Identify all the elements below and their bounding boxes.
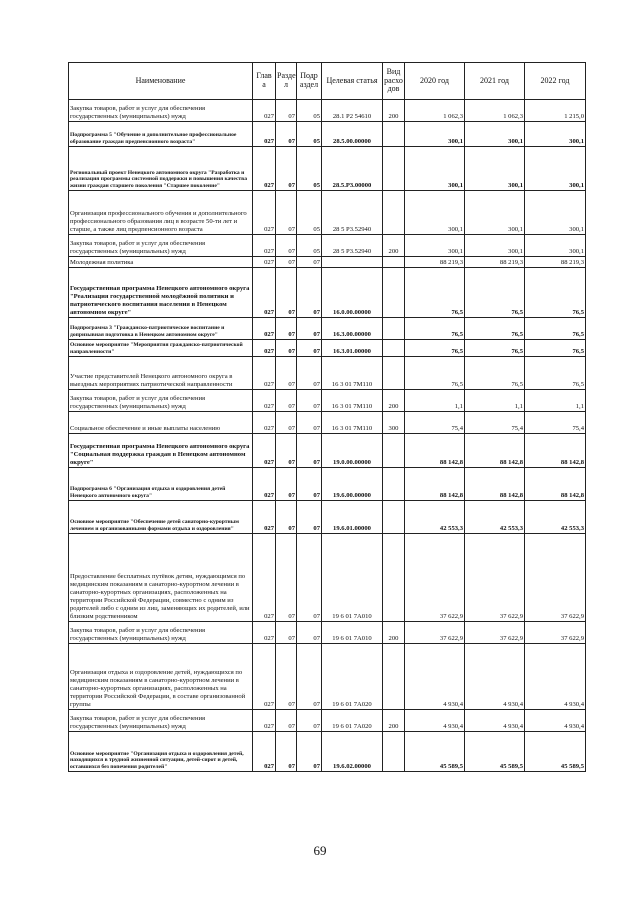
cell-glava: 027: [253, 357, 276, 390]
cell-y2021: 1 062,3: [465, 100, 525, 122]
header-target: Целевая статья: [322, 63, 383, 100]
cell-kind: [383, 501, 405, 534]
cell-y2022: 300,1: [525, 147, 586, 191]
cell-y2020: 300,1: [405, 147, 465, 191]
page-number: 69: [313, 843, 327, 858]
cell-podrazdel: 07: [297, 340, 322, 357]
header-2020: 2020 год: [405, 63, 465, 100]
cell-name: Молодежная политика: [69, 257, 253, 268]
cell-podrazdel: 07: [297, 318, 322, 340]
cell-y2020: 76,5: [405, 340, 465, 357]
cell-razdel: 07: [276, 501, 297, 534]
cell-target: 28 5 P3.52940: [322, 235, 383, 257]
cell-y2021: 88 219,3: [465, 257, 525, 268]
cell-target: 19.6.00.00000: [322, 468, 383, 501]
cell-razdel: 07: [276, 412, 297, 434]
cell-glava: 027: [253, 644, 276, 710]
table-row: [69, 644, 586, 710]
table-row: [69, 340, 586, 357]
cell-y2022: 1,1: [525, 390, 586, 412]
cell-kind: [383, 147, 405, 191]
cell-glava: 027: [253, 501, 276, 534]
cell-y2020: 4 930,4: [405, 644, 465, 710]
cell-razdel: 07: [276, 357, 297, 390]
cell-glava: 027: [253, 732, 276, 772]
table-row: [69, 434, 586, 468]
cell-y2021: 76,5: [465, 340, 525, 357]
cell-target: 28 5 P3.52940: [322, 191, 383, 235]
cell-y2021: 4 930,4: [465, 644, 525, 710]
cell-y2022: 1 215,0: [525, 100, 586, 122]
cell-y2021: 300,1: [465, 191, 525, 235]
cell-y2022: 4 930,4: [525, 644, 586, 710]
cell-razdel: 07: [276, 710, 297, 732]
cell-target: 28.1 P2 54610: [322, 100, 383, 122]
cell-glava: 027: [253, 534, 276, 622]
cell-glava: 027: [253, 147, 276, 191]
cell-glava: 027: [253, 340, 276, 357]
cell-razdel: 07: [276, 434, 297, 468]
cell-y2020: 300,1: [405, 235, 465, 257]
cell-podrazdel: 05: [297, 191, 322, 235]
cell-y2022: 76,5: [525, 318, 586, 340]
cell-y2020: 88 142,8: [405, 468, 465, 501]
cell-razdel: 07: [276, 257, 297, 268]
cell-y2020: 45 589,5: [405, 732, 465, 772]
cell-podrazdel: 05: [297, 100, 322, 122]
cell-razdel: 07: [276, 268, 297, 318]
cell-glava: 027: [253, 257, 276, 268]
cell-y2020: 1 062,3: [405, 100, 465, 122]
cell-y2020: 37 622,9: [405, 534, 465, 622]
table-row: [69, 268, 586, 318]
cell-y2021: 45 589,5: [465, 732, 525, 772]
cell-razdel: 07: [276, 468, 297, 501]
cell-name: Государственная программа Ненецкого автономного округа "Социальная поддержка граждан в Ненецком автономном округе": [69, 434, 253, 468]
cell-razdel: 07: [276, 340, 297, 357]
cell-target: 16.3.00.00000: [322, 318, 383, 340]
cell-y2022: 4 930,4: [525, 710, 586, 732]
cell-name: Предоставление бесплатных путёвок детям, нуждающимся по медицинским показаниям в санаторно-курортном лечении в санаторно-курортных организациях, расположенных на территории Российской Федерации, совместно с одним из родителей либо с одним из лиц, заменяющих их родителей, или близким родственником: [69, 534, 253, 622]
cell-y2022: 37 622,9: [525, 534, 586, 622]
cell-y2020: 300,1: [405, 191, 465, 235]
cell-y2021: 300,1: [465, 122, 525, 147]
cell-glava: 027: [253, 710, 276, 732]
cell-podrazdel: 05: [297, 147, 322, 191]
table-header-row: [69, 63, 586, 100]
cell-razdel: 07: [276, 235, 297, 257]
cell-kind: [383, 534, 405, 622]
header-name: Наименование: [69, 63, 253, 100]
cell-name: Закупка товаров, работ и услуг для обеспечения государственных (муниципальных) нужд: [69, 390, 253, 412]
cell-y2021: 42 553,3: [465, 501, 525, 534]
cell-y2020: 88 142,8: [405, 434, 465, 468]
cell-y2021: 75,4: [465, 412, 525, 434]
budget-table: [68, 62, 586, 772]
cell-target: 19 6 01 7А010: [322, 534, 383, 622]
cell-kind: 200: [383, 710, 405, 732]
cell-kind: [383, 644, 405, 710]
cell-name: Закупка товаров, работ и услуг для обеспечения государственных (муниципальных) нужд: [69, 622, 253, 644]
cell-y2021: 300,1: [465, 235, 525, 257]
cell-y2021: 88 142,8: [465, 434, 525, 468]
cell-y2021: 4 930,4: [465, 710, 525, 732]
cell-name: Основное мероприятие "Организация отдыха и оздоровления детей, находящихся в трудной жизненной ситуации, детей-сирот и детей, оставшихся без попечения родителей": [69, 732, 253, 772]
cell-y2021: 76,5: [465, 357, 525, 390]
cell-kind: [383, 268, 405, 318]
cell-podrazdel: 07: [297, 268, 322, 318]
cell-name: Основное мероприятие "Мероприятия гражданско-патриотической направленности": [69, 340, 253, 357]
table-row: [69, 710, 586, 732]
cell-y2020: 76,5: [405, 357, 465, 390]
header-kind: Вид расхо дов: [383, 63, 405, 100]
cell-kind: [383, 732, 405, 772]
cell-kind: 200: [383, 100, 405, 122]
cell-podrazdel: 07: [297, 710, 322, 732]
cell-podrazdel: 07: [297, 390, 322, 412]
cell-y2020: 37 622,9: [405, 622, 465, 644]
cell-y2022: 42 553,3: [525, 501, 586, 534]
cell-razdel: 07: [276, 390, 297, 412]
table-row: [69, 100, 586, 122]
cell-glava: 027: [253, 268, 276, 318]
table-row: [69, 534, 586, 622]
cell-y2022: 76,5: [525, 340, 586, 357]
cell-kind: [383, 468, 405, 501]
cell-glava: 027: [253, 191, 276, 235]
cell-kind: [383, 257, 405, 268]
table-row: [69, 390, 586, 412]
cell-glava: 027: [253, 318, 276, 340]
cell-y2022: 76,5: [525, 357, 586, 390]
cell-name: Подпрограмма 6 "Организация отдыха и оздоровления детей Ненецкого автономного округа": [69, 468, 253, 501]
cell-glava: 027: [253, 100, 276, 122]
cell-y2022: 300,1: [525, 191, 586, 235]
cell-glava: 027: [253, 468, 276, 501]
cell-kind: [383, 434, 405, 468]
cell-glava: 027: [253, 122, 276, 147]
cell-y2021: 300,1: [465, 147, 525, 191]
cell-podrazdel: 07: [297, 501, 322, 534]
header-2021: 2021 год: [465, 63, 525, 100]
cell-target: 19.6.02.00000: [322, 732, 383, 772]
cell-y2020: 4 930,4: [405, 710, 465, 732]
cell-kind: 200: [383, 235, 405, 257]
cell-y2022: 45 589,5: [525, 732, 586, 772]
cell-razdel: 07: [276, 122, 297, 147]
cell-target: 19.6.01.00000: [322, 501, 383, 534]
cell-glava: 027: [253, 434, 276, 468]
table-row: [69, 235, 586, 257]
cell-y2020: 75,4: [405, 412, 465, 434]
cell-y2021: 37 622,9: [465, 622, 525, 644]
header-podrazdel: Подр аздел: [297, 63, 322, 100]
table-row: [69, 257, 586, 268]
table-row: [69, 468, 586, 501]
cell-y2020: 76,5: [405, 268, 465, 318]
cell-razdel: 07: [276, 732, 297, 772]
cell-podrazdel: 07: [297, 257, 322, 268]
cell-name: Подпрограмма 5 "Обучение и дополнительное профессиональное образование граждан предпенсионного возраста": [69, 122, 253, 147]
cell-razdel: 07: [276, 147, 297, 191]
cell-glava: 027: [253, 412, 276, 434]
cell-target: 16 3 01 7М110: [322, 390, 383, 412]
cell-y2021: 37 622,9: [465, 534, 525, 622]
cell-y2020: 88 219,3: [405, 257, 465, 268]
table-row: [69, 732, 586, 772]
cell-glava: 027: [253, 235, 276, 257]
cell-y2022: 37 622,9: [525, 622, 586, 644]
cell-y2022: 300,1: [525, 235, 586, 257]
table-row: [69, 357, 586, 390]
cell-kind: 200: [383, 622, 405, 644]
cell-y2022: 88 142,8: [525, 434, 586, 468]
cell-y2020: 42 553,3: [405, 501, 465, 534]
header-glava: Глав а: [253, 63, 276, 100]
cell-razdel: 07: [276, 318, 297, 340]
header-2022: 2022 год: [525, 63, 586, 100]
cell-y2022: 300,1: [525, 122, 586, 147]
cell-razdel: 07: [276, 191, 297, 235]
cell-podrazdel: 07: [297, 534, 322, 622]
cell-name: Государственная программа Ненецкого автономного округа "Реализация государственной молодёжной политики и патриотического воспитания населения в Ненецком автономном округе": [69, 268, 253, 318]
cell-target: 19 6 01 7А010: [322, 622, 383, 644]
cell-glava: 027: [253, 622, 276, 644]
cell-name: Региональный проект Ненецкого автономного округа "Разработка и реализация программы системной поддержки и повышения качества жизни граждан старшего поколения "Старшее поколение": [69, 147, 253, 191]
cell-podrazdel: 07: [297, 412, 322, 434]
table-row: [69, 318, 586, 340]
cell-target: 19 6 01 7А020: [322, 644, 383, 710]
cell-kind: [383, 340, 405, 357]
cell-target: 16 3 01 7М110: [322, 357, 383, 390]
cell-name: Закупка товаров, работ и услуг для обеспечения государственных (муниципальных) нужд: [69, 710, 253, 732]
cell-podrazdel: 05: [297, 122, 322, 147]
table-row: [69, 122, 586, 147]
cell-razdel: 07: [276, 622, 297, 644]
table-row: [69, 412, 586, 434]
cell-podrazdel: 05: [297, 235, 322, 257]
cell-target: 16.0.00.00000: [322, 268, 383, 318]
cell-target: 28.5.00.00000: [322, 122, 383, 147]
cell-name: Закупка товаров, работ и услуг для обеспечения государственных (муниципальных) нужд: [69, 235, 253, 257]
table-row: [69, 147, 586, 191]
cell-y2020: 76,5: [405, 318, 465, 340]
cell-y2021: 1,1: [465, 390, 525, 412]
table-row: [69, 622, 586, 644]
cell-name: Основное мероприятие "Обеспечение детей санаторно-курортным лечением и организованными формами отдыха и оздоровления": [69, 501, 253, 534]
cell-y2021: 88 142,8: [465, 468, 525, 501]
cell-name: Участие представителей Ненецкого автономного округа в выездных мероприятиях патриотической направленности: [69, 357, 253, 390]
cell-kind: 300: [383, 412, 405, 434]
cell-target: 16 3 01 7М110: [322, 412, 383, 434]
cell-target: 19.0.00.00000: [322, 434, 383, 468]
header-razdel: Разде л: [276, 63, 297, 100]
cell-podrazdel: 07: [297, 357, 322, 390]
cell-y2020: 1,1: [405, 390, 465, 412]
cell-podrazdel: 07: [297, 468, 322, 501]
cell-razdel: 07: [276, 534, 297, 622]
cell-y2020: 300,1: [405, 122, 465, 147]
cell-y2022: 75,4: [525, 412, 586, 434]
cell-podrazdel: 07: [297, 434, 322, 468]
cell-y2022: 88 142,8: [525, 468, 586, 501]
cell-target: 19 6 01 7А020: [322, 710, 383, 732]
cell-kind: [383, 357, 405, 390]
table-row: [69, 501, 586, 534]
cell-kind: [383, 191, 405, 235]
cell-target: 28.5.P3.00000: [322, 147, 383, 191]
cell-name: Социальное обеспечение и иные выплаты населению: [69, 412, 253, 434]
cell-y2022: 76,5: [525, 268, 586, 318]
cell-razdel: 07: [276, 644, 297, 710]
cell-target: [322, 257, 383, 268]
cell-podrazdel: 07: [297, 732, 322, 772]
cell-y2021: 76,5: [465, 318, 525, 340]
cell-podrazdel: 07: [297, 622, 322, 644]
cell-glava: 027: [253, 390, 276, 412]
cell-name: Закупка товаров, работ и услуг для обеспечения государственных (муниципальных) нужд: [69, 100, 253, 122]
cell-kind: 200: [383, 390, 405, 412]
cell-podrazdel: 07: [297, 644, 322, 710]
cell-kind: [383, 122, 405, 147]
cell-y2021: 76,5: [465, 268, 525, 318]
cell-target: 16.3.01.00000: [322, 340, 383, 357]
cell-name: Организация отдыха и оздоровление детей, нуждающихся по медицинским показаниям в санаторно-курортном лечении в санаторно-курортных организациях, расположенных на территории Российской Федерации, в составе организованной группы: [69, 644, 253, 710]
cell-y2022: 88 219,3: [525, 257, 586, 268]
cell-name: Подпрограмма 3 "Гражданско-патриотическое воспитание и допризывная подготовка в Ненецком автономном округе": [69, 318, 253, 340]
cell-name: Организация профессионального обучения и дополнительного профессионального образования лиц в возрасте 50-ти лет и старше, а также лиц предпенсионного возраста: [69, 191, 253, 235]
cell-kind: [383, 318, 405, 340]
table-row: [69, 191, 586, 235]
cell-razdel: 07: [276, 100, 297, 122]
